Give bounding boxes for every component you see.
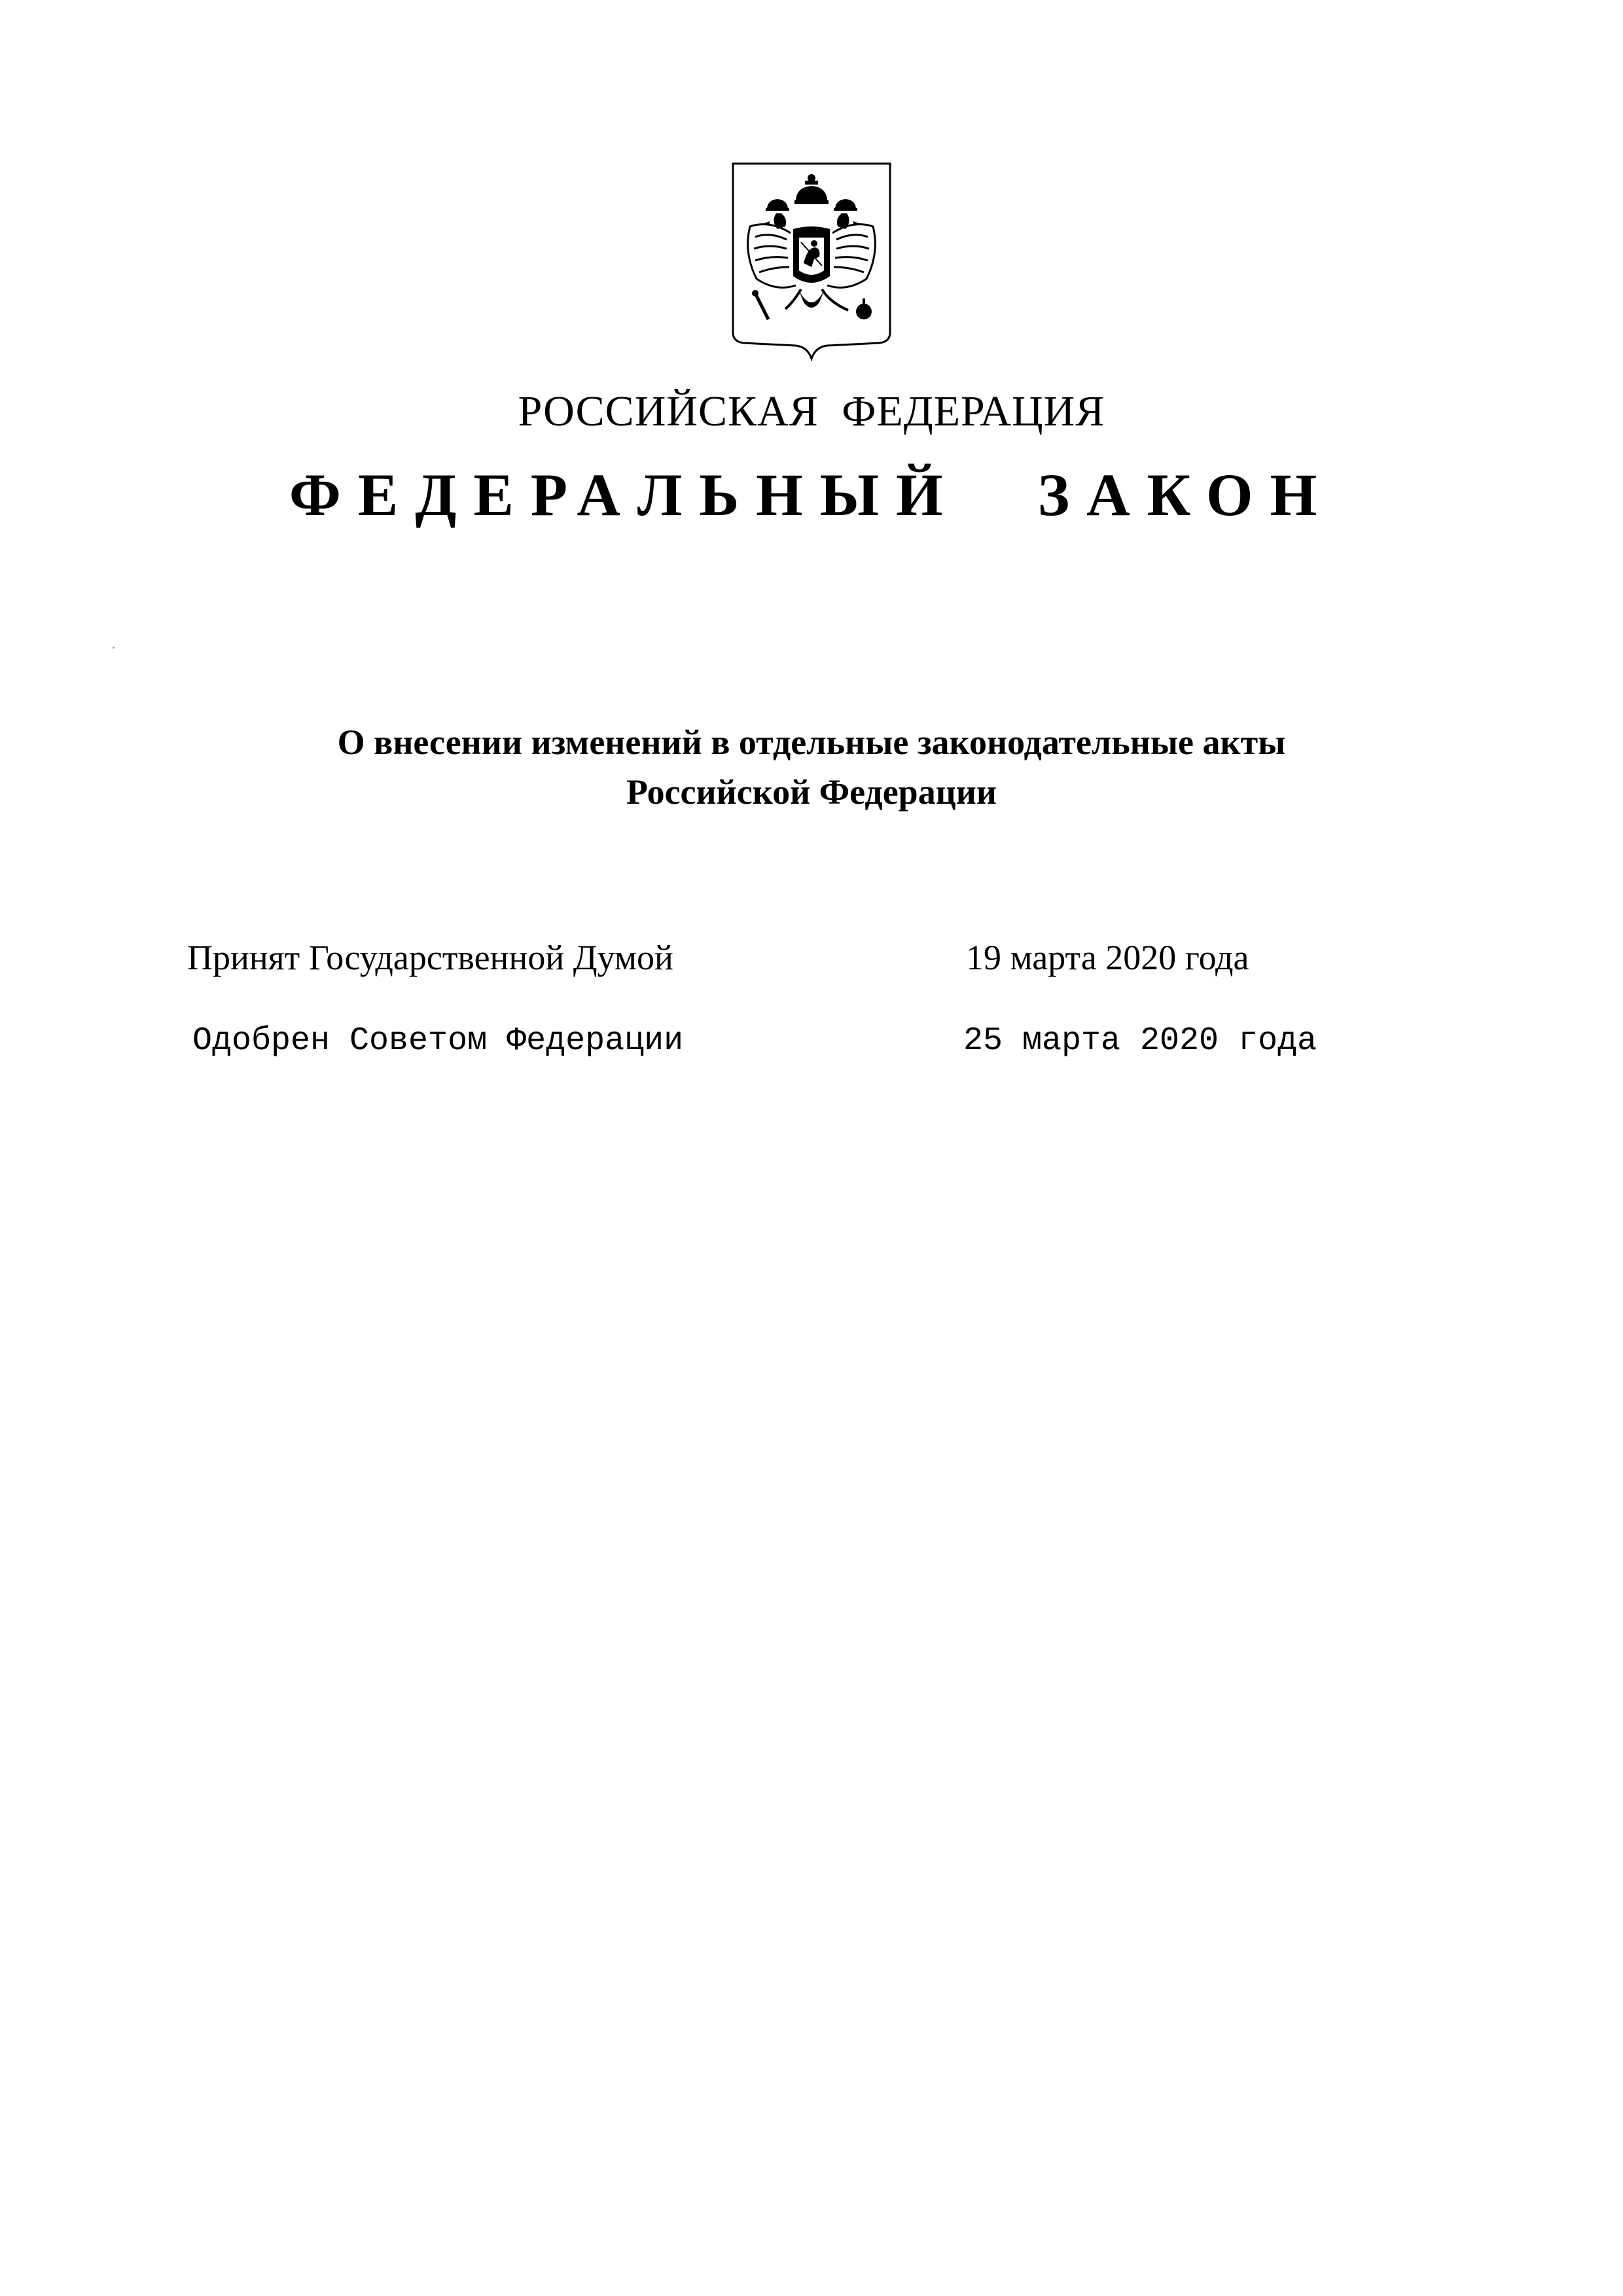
duma-adoption-date: 19 марта 2020 года (966, 938, 1249, 977)
law-title-line-1: О внесении изменений в отдельные законодательные акты (337, 723, 1286, 762)
law-title-line-2: Российской Федерации (626, 772, 997, 812)
council-approval-label: Одобрен Советом Федерации (192, 1022, 684, 1060)
council-approval-date: 25 марта 2020 года (963, 1022, 1317, 1060)
document-type: ФЕДЕРАЛЬНЫЙ ЗАКОН (289, 461, 1334, 528)
scan-artifact (113, 647, 115, 649)
country-name: РОССИЙСКАЯ ФЕДЕРАЦИЯ (518, 387, 1105, 435)
law-title (288, 717, 1335, 817)
duma-adoption-label: Принят Государственной Думой (187, 938, 673, 977)
russian-coat-of-arms-icon (730, 161, 893, 361)
